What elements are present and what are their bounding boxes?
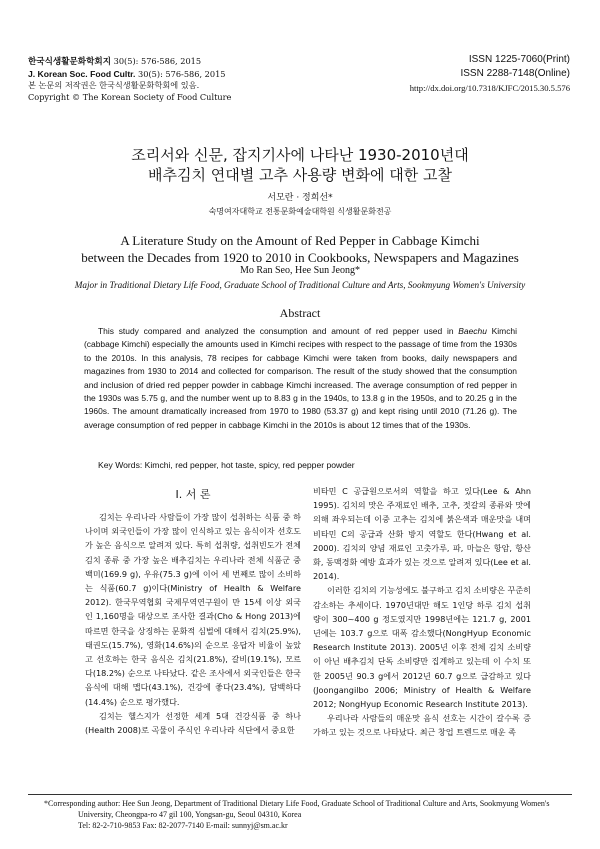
abstract-text-italic: Baechu <box>458 326 487 336</box>
paragraph: 김치는 우리나라 사람들이 가장 많이 섭취하는 식품 중 하나이며 외국인들이 가장 많이 인식하고 있는 음식이자 선호도가 높은 음식으로 알려져 있다. 특히 섭취량, 섭취빈도가 전체 김치 종류 중 가장 높은 배추김치는 우리나라 전체 식품군 중 백미(169.9 g), 우유(75.3 g)에 이어 세 번째로 많이 소비하는 식품(60.7 g)이다(Ministry of Health & Welfare 2012). 한국무역협회 국제무역연구원이 만 15세 이상 외국인 1,160명을 대상으로 조사한 결과(Cho & Hong 2013)에 따르면 한국을 상징하는 문화적 심벌에 대해서 김치(25.9%), 태권도(15.7%), 영화(14.6%)의 순으로 응답자 비율이 높았고 선호하는 한국 음식은 김치(21.8%), 갈비(19.1%), 모르다(18.2%) 순으로 나타났다. 같은 조사에서 외국인들은 한국음식에 대해 맵다(43.1%), 건강에 좋다(23.4%), 담백하다(14.4%) 순으로 평가했다. <box>85 512 301 707</box>
section-heading: Ⅰ. 서 론 <box>175 488 211 501</box>
issn-print: ISSN 1225-7060(Print) <box>468 54 570 65</box>
authors-en: Mo Ran Seo, Hee Sun Jeong* <box>240 265 360 276</box>
journal-header <box>28 56 231 103</box>
title-ko-line1: 조리서와 신문, 잡지기사에 나타난 1930-2010년대 <box>131 146 469 164</box>
title-ko-line2: 배추김치 연대별 고추 사용량 변화에 대한 고찰 <box>148 166 452 184</box>
paragraph: 우리나라 사람들의 매운맛 음식 선호는 시간이 갈수록 증가하고 있는 것으로 나타났다. 최근 창업 트렌드로 매운 족 <box>313 713 531 738</box>
title-ko <box>0 145 600 185</box>
journal-name-en: J. Korean Soc. Food Cultr. <box>28 68 136 79</box>
keywords: Key Words: Kimchi, red pepper, hot taste, spicy, red pepper powder <box>98 460 355 470</box>
title-en-line1: A Literature Study on the Amount of Red Pepper in Cabbage Kimchi <box>120 233 480 248</box>
body-column-right <box>313 484 531 740</box>
doi-link[interactable]: http://dx.doi.org/10.7318/KJFC/2015.30.5.576 <box>409 83 570 93</box>
issn-online: ISSN 2288-7148(Online) <box>460 68 570 79</box>
paragraph: 비타민 C 공급원으로서의 역할을 하고 있다(Lee & Ahn 1995). 김치의 맛은 주재료인 배추, 고추, 젓갈의 종류와 맛에 의해 좌우되는데 이중 고추는 김치에 붉은색과 매운맛을 내며 비타민 C의 공급과 산화 방지 역할도 한다(Hwang et al. 2000). 김치의 양념 재료인 고춧가루, 파, 마늘은 항암, 항산화, 동맥경화 예방 효과가 있는 것으로 알려져 있다(Lee et al. 2014). <box>313 486 531 582</box>
body-column-left <box>85 510 301 737</box>
title-en <box>0 233 600 266</box>
paragraph: 김치는 헬스지가 선정한 세계 5대 건강식품 중 하나(Health 2008)로 곡물이 주식인 우리나라 식단에서 중요한 <box>85 710 301 736</box>
footnote-line1: *Corresponding author: Hee Sun Jeong, Department of Traditional Dietary Life Food, Graduate School of Traditional Culture and Arts, Sookmyung Women's <box>44 799 550 808</box>
issn-block <box>410 53 570 95</box>
abstract-text-a: This study compared and analyzed the consumption and amount of red pepper used in <box>98 326 459 336</box>
footnote-line2: University, Cheongpa-ro 47 gil 100, Yongsan-gu, Seoul 04310, Korea <box>78 810 302 819</box>
abstract-body <box>84 325 517 432</box>
copyright-en: Copyright © The Korean Society of Food Culture <box>28 91 232 102</box>
footnote-divider <box>28 794 572 795</box>
footnote <box>44 798 558 831</box>
affiliation-en: Major in Traditional Dietary Life Food, Graduate School of Traditional Culture and Arts, Sookmyung Women's University <box>74 280 526 290</box>
abstract-heading: Abstract <box>279 306 321 320</box>
paragraph: 이러한 김치의 기능성에도 불구하고 김치 소비량은 꾸준히 감소하는 추세이다. 1970년대만 해도 1인당 하루 김치 섭취량이 300~400 g 정도였지만 1998년에는 121.7 g, 2001년에는 103.7 g으로 대폭 감소했다(NongHyup Economic Research Institute 2013). 2005년 이후 전체 김치 소비량이 아닌 배추김치 단독 소비량만 집계하고 있는데 이 수치 또한 2005년 90.3 g에서 2012년 60.7 g으로 급감하고 있다(Joongangilbo 2006; Ministry of Health & Welfare 2012; NongHyup Economic Research Institute 2013). <box>313 585 531 710</box>
affiliation-ko: 숙명여자대학교 전통문화예술대학원 식생활문화전공 <box>208 207 392 216</box>
abstract-text-b: Kimchi (cabbage Kimchi) especially the amounts used in Kimchi recipes with respect to the passage of time from the 1930s to the 2010s. In this analysis, 78 recipes for cabbage Kimchi were taken from books, daily newspapers and magazines from 1930 to 2014 and collected for comparison. The result of the study showed that the consumption and inclusion of dried red pepper powder in cabbage Kimchi increased. The average consumption of red pepper in the 1930s was 5.75 g, and the number went up to 8.83 g in the 1940s, to 13.8 g in the 1950s, and to 20.25 g in the 1960s. The amount dramatically increased from 1970 to 1980 (53.37 g) and kept rising until 2010 (71.26 g). The average consumption of red pepper in cabbage Kimchi in the 2010s is about 12 times that of the 1930s. <box>84 326 517 430</box>
journal-issue-ko: 30(5): 576-586, 2015 <box>113 56 202 66</box>
title-en-line2: between the Decades from 1920 to 2010 in Cookbooks, Newspapers and Magazines <box>81 249 519 265</box>
footnote-line3: Tel: 82-2-710-9853 Fax: 82-2077-7140 E-mail: sunnyj@sm.ac.kr <box>78 821 288 830</box>
copyright-ko: 본 논문의 저작권은 한국식생활문화학회에 있음. <box>28 80 200 90</box>
journal-issue-en: 30(5): 576-586, 2015 <box>138 68 226 79</box>
journal-name-ko: 한국식생활문화학회지 <box>28 57 112 67</box>
authors-ko: 서모란 · 정희선* <box>267 193 333 203</box>
